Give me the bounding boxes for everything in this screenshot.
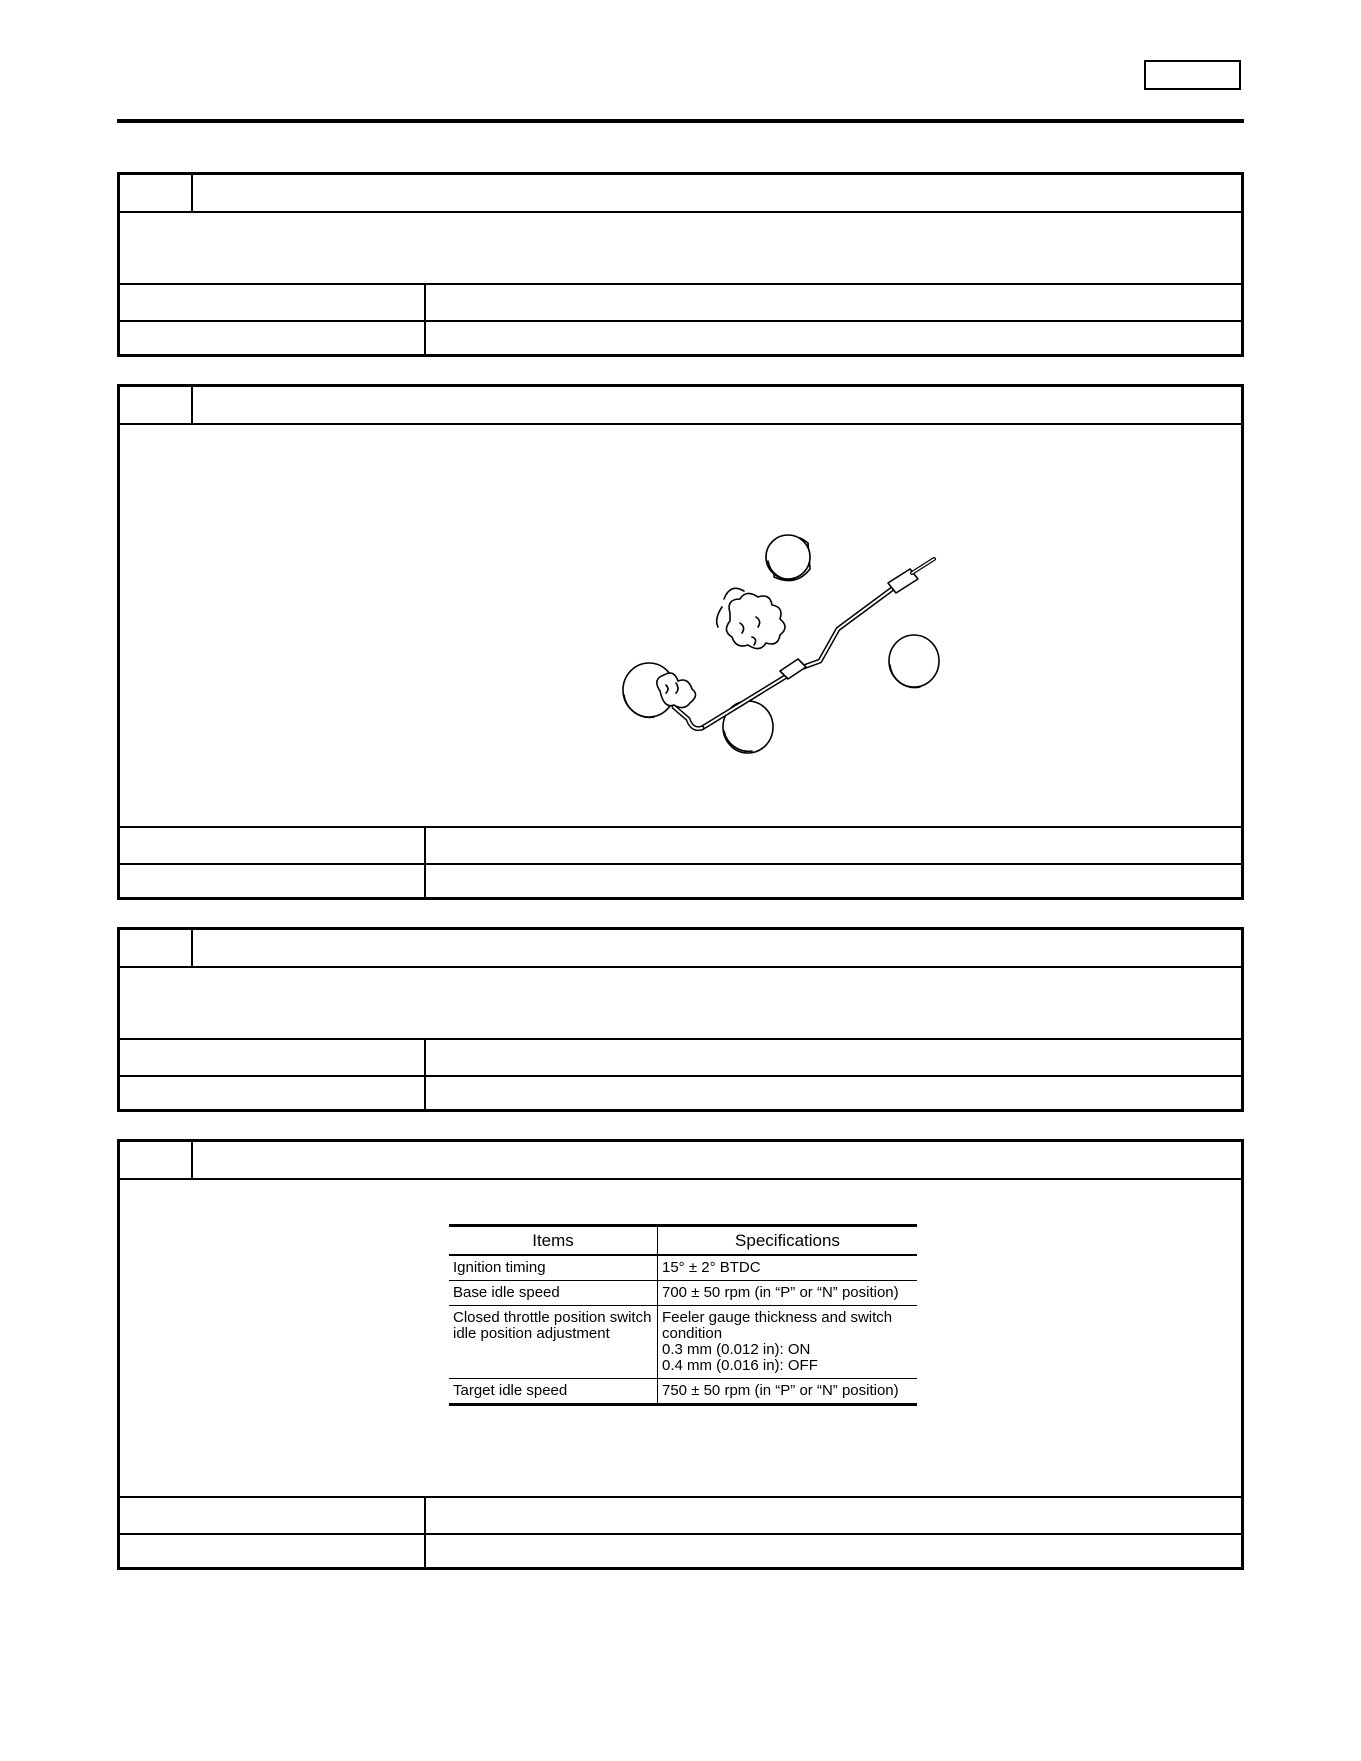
result-label: [120, 1040, 426, 1075]
item-cell: Ignition timing: [449, 1255, 658, 1281]
step-block-1: [117, 172, 1244, 357]
result-action: [426, 865, 1241, 900]
step-title: [193, 387, 1241, 423]
result-row-ok: [120, 1040, 1241, 1075]
step-number: [120, 387, 193, 423]
result-row-ok: [120, 285, 1241, 320]
step-header: [120, 930, 1241, 968]
result-row-ng: [120, 320, 1241, 357]
step-header: [120, 175, 1241, 213]
result-label: [120, 322, 426, 357]
result-action: [426, 1040, 1241, 1075]
spec-cell: 15° ± 2° BTDC: [658, 1255, 918, 1281]
step-header: [120, 1142, 1241, 1180]
table-row: [449, 1379, 917, 1405]
step-body: [120, 1180, 1241, 1498]
result-action: [426, 1077, 1241, 1112]
step-title: [193, 930, 1241, 966]
step-block-3: [117, 927, 1244, 1112]
result-action: [426, 1535, 1241, 1570]
result-label: [120, 1077, 426, 1112]
result-row-ng: [120, 1075, 1241, 1112]
result-label: [120, 1498, 426, 1533]
item-cell: Target idle speed: [449, 1379, 658, 1405]
column-header-specifications: Specifications: [658, 1226, 918, 1256]
step-block-2: [117, 384, 1244, 900]
step-header: [120, 387, 1241, 425]
page-tag-box: [1144, 60, 1241, 90]
idle-spec-table: [449, 1224, 917, 1406]
item-cell: Base idle speed: [449, 1281, 658, 1306]
step-body: [120, 425, 1241, 828]
result-label: [120, 865, 426, 900]
step-block-4: [117, 1139, 1244, 1570]
result-action: [426, 1498, 1241, 1533]
step-number: [120, 930, 193, 966]
result-row-ng: [120, 863, 1241, 900]
header-rule: [117, 119, 1244, 123]
result-label: [120, 828, 426, 863]
result-action: [426, 322, 1241, 357]
step-number: [120, 1142, 193, 1178]
step-title: [193, 175, 1241, 211]
step-title: [193, 1142, 1241, 1178]
result-action: [426, 828, 1241, 863]
result-label: [120, 1535, 426, 1570]
result-label: [120, 285, 426, 320]
result-row-ok: [120, 828, 1241, 863]
exhaust-smoke-illustration: [516, 495, 976, 755]
result-action: [426, 285, 1241, 320]
step-body: [120, 213, 1241, 285]
step-number: [120, 175, 193, 211]
table-header-row: [449, 1226, 917, 1256]
spec-cell: Feeler gauge thickness and switch condition 0.3 mm (0.012 in): ON 0.4 mm (0.016 in): OFF: [658, 1306, 918, 1379]
result-row-ok: [120, 1498, 1241, 1533]
table-row: [449, 1255, 917, 1281]
step-body: [120, 968, 1241, 1040]
table-row: [449, 1306, 917, 1379]
item-cell: Closed throttle position switch idle position adjustment: [449, 1306, 658, 1379]
spec-cell: 700 ± 50 rpm (in “P” or “N” position): [658, 1281, 918, 1306]
table-row: [449, 1281, 917, 1306]
result-row-ng: [120, 1533, 1241, 1570]
column-header-items: Items: [449, 1226, 658, 1256]
spec-cell: 750 ± 50 rpm (in “P” or “N” position): [658, 1379, 918, 1405]
